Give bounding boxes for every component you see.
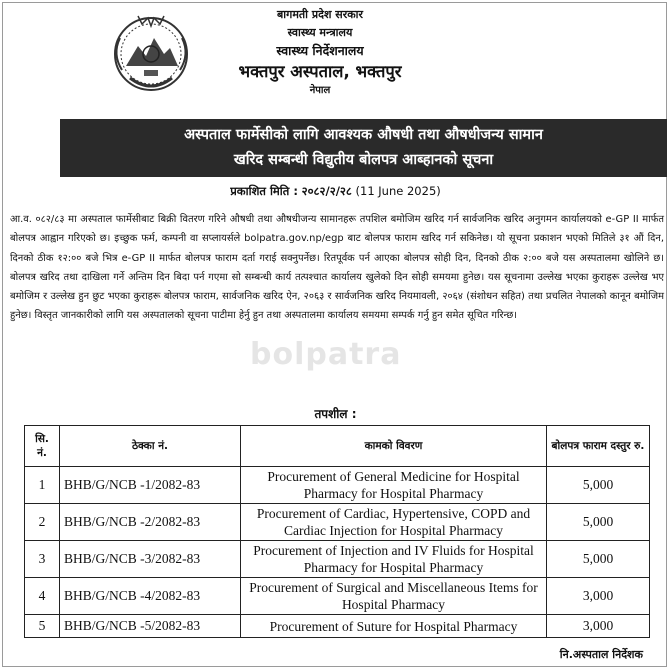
row-desc: Procurement of Suture for Hospital Pharmacy [241, 615, 547, 638]
header-desc: कामको विवरण [241, 426, 547, 467]
row-fee: 5,000 [547, 541, 650, 578]
row-ref: BHB/G/NCB -3/2082-83 [60, 541, 241, 578]
header-sn: सि. नं. [25, 426, 60, 467]
table-row [25, 578, 650, 615]
notice-body: आ.व. ०८२/८३ मा अस्पताल फार्मेसीबाट बिक्री वितरण गरिने औषधी तथा औषधीजन्य सामानहरू तपशिल बमोजिम खरिद गर्न सार्वजनिक खरिद अनुगमन कार्यालयको e-GP II मार्फत बोलपत्र आह्वान गरिएको छ। इच्छुक फर्म, कम्पनी वा सप्लायर्सले bolpatra.gov.np/egp बाट बोलपत्र फाराम खरिद गर्न सकिनेछ। यो सूचना प्रकाशन भएको मितिले ३१ औं दिन, दिनको ठीक १२:०० बजे भित्र e-GP II मार्फत बोलपत्र फाराम दर्ता गराई सक्नुपर्नेछ। रितपूर्वक पर्न आएका बोलपत्र सोही दिन, दिनको ठीक २:०० बजे यस अस्पतालमा खोलिने छ। बोलपत्र खरिद तथा दाखिला गर्ने अन्तिम दिन बिदा पर्न गएमा सो सम्बन्धी कार्य तत्पश्चात कार्यालय खुलेको दिन सोही समयमा हुनेछ। यस सूचनामा उल्लेख भएका कुराहरू उल्लेख भए बमोजिम र उल्लेख हुन छुट भएका कुराहरू बोलपत्र फाराम, सार्वजनिक खरिद ऐन, २०६३ र सार्वजनिक खरिद नियमावली, २०६४ (संशोधन सहित) तथा प्रचलित नेपालको कानून बमोजिम हुनेछ। विस्तृत जानकारीको लागि यस अस्पतालको सूचना पाटीमा हेर्नु हुन तथा अस्पतालमा कार्यालय समयमा सम्पर्क गर्नु हुन समेत सूचित गरिन्छ। [10, 214, 664, 322]
row-desc: Procurement of Cardiac, Hypertensive, COPD and Cardiac Injection for Hospital Pharmacy [241, 504, 547, 541]
published-date-en: (11 June 2025) [355, 184, 441, 198]
row-fee: 5,000 [547, 504, 650, 541]
row-desc: Procurement of Injection and IV Fluids for Hospital Pharmacy for Hospital Pharmacy [241, 541, 547, 578]
row-fee: 3,000 [547, 578, 650, 615]
province-name: बागमती प्रदेश सरकार [277, 8, 363, 21]
country-name: नेपाल [309, 85, 331, 96]
row-ref: BHB/G/NCB -4/2082-83 [60, 578, 241, 615]
table-row [25, 615, 650, 638]
directorate-name: स्वास्थ्य निर्देशनालय [276, 43, 364, 58]
row-ref: BHB/G/NCB -2/2082-83 [60, 504, 241, 541]
watermark: bolpatra [250, 337, 402, 372]
row-sn: 3 [25, 541, 60, 578]
ministry-name: स्वास्थ्य मन्त्रालय [287, 26, 353, 39]
table-row [25, 541, 650, 578]
published-date [0, 184, 671, 199]
row-sn: 2 [25, 504, 60, 541]
items-table [24, 425, 650, 638]
signatory-title: नि.अस्पताल निर्देशक [559, 648, 643, 661]
row-desc: Procurement of Surgical and Miscellaneous Items for Hospital Pharmacy [241, 578, 547, 615]
table-header-row [25, 426, 650, 467]
header-fee: बोलपत्र फाराम दस्तुर रु. [547, 426, 650, 467]
notice-title-line2: खरिद सम्बन्धी विद्युतीय बोलपत्र आब्हानको सूचना [233, 152, 494, 168]
notice-title-line1: अस्पताल फार्मेसीको लागि आवश्यक औषधी तथा औषधीजन्य सामान [184, 127, 543, 143]
table-caption: तपशील : [314, 407, 357, 421]
header-ref: ठेक्का नं. [60, 426, 241, 467]
organization-header [200, 6, 440, 98]
row-sn: 5 [25, 615, 60, 638]
hospital-name: भक्तपुर अस्पताल, भक्तपुर [238, 62, 402, 81]
row-fee: 5,000 [547, 467, 650, 504]
row-fee: 3,000 [547, 615, 650, 638]
published-date-label: प्रकाशित मिति : [230, 184, 298, 198]
table-row [25, 467, 650, 504]
row-sn: 4 [25, 578, 60, 615]
row-ref: BHB/G/NCB -1/2082-83 [60, 467, 241, 504]
nepal-government-emblem-icon [108, 8, 194, 94]
row-desc: Procurement of General Medicine for Hospital Pharmacy for Hospital Pharmacy [241, 467, 547, 504]
notice-title-banner [60, 119, 667, 177]
published-date-np: २०८२/२/२८ [301, 184, 352, 198]
row-ref: BHB/G/NCB -5/2082-83 [60, 615, 241, 638]
table-row [25, 504, 650, 541]
row-sn: 1 [25, 467, 60, 504]
